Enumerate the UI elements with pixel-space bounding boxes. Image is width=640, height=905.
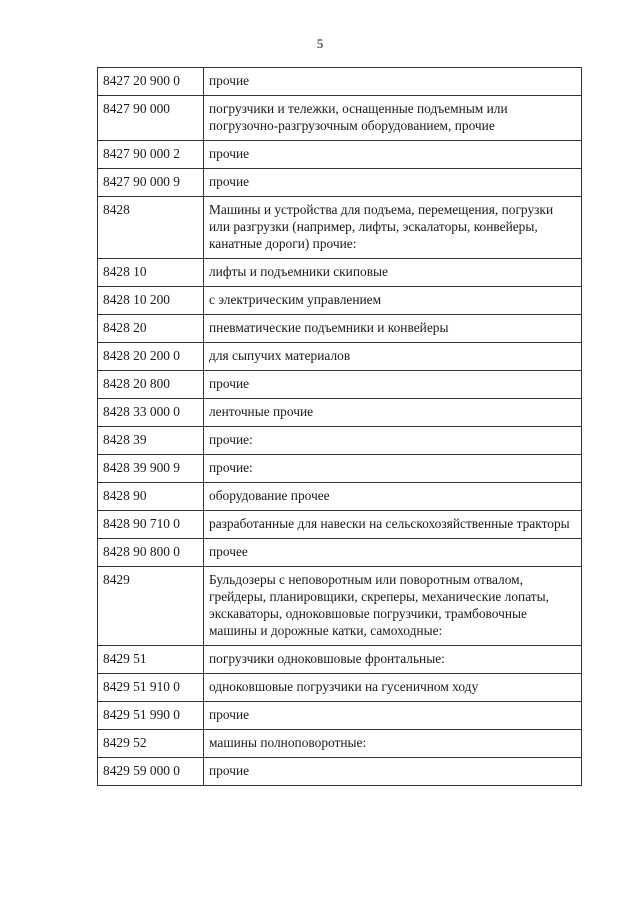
table-row (98, 455, 582, 483)
description-cell: погрузчики и тележки, оснащенные подъемным или погрузочно-разгрузочным оборудованием, прочие (204, 96, 582, 141)
code-cell: 8428 39 (98, 427, 204, 455)
description-cell: разработанные для навески на сельскохозяйственные тракторы (204, 511, 582, 539)
code-cell: 8428 90 710 0 (98, 511, 204, 539)
description-cell: оборудование прочее (204, 483, 582, 511)
table-row (98, 315, 582, 343)
table-row (98, 169, 582, 197)
code-cell: 8428 (98, 197, 204, 259)
table-row (98, 730, 582, 758)
description-cell: Машины и устройства для подъема, перемещения, погрузки или разгрузки (например, лифты, эскалаторы, конвейеры, канатные дороги) прочие: (204, 197, 582, 259)
description-cell: прочие (204, 371, 582, 399)
table-row (98, 259, 582, 287)
code-cell: 8429 52 (98, 730, 204, 758)
table-row (98, 646, 582, 674)
tariff-code-table (97, 67, 582, 786)
code-cell: 8427 20 900 0 (98, 68, 204, 96)
code-cell: 8428 20 (98, 315, 204, 343)
code-cell: 8428 33 000 0 (98, 399, 204, 427)
table-row (98, 343, 582, 371)
description-cell: лифты и подъемники скиповые (204, 259, 582, 287)
code-cell: 8428 90 800 0 (98, 539, 204, 567)
table-body (98, 68, 582, 786)
table-row (98, 511, 582, 539)
table-row (98, 141, 582, 169)
code-cell: 8428 10 200 (98, 287, 204, 315)
table-row (98, 287, 582, 315)
code-cell: 8429 51 (98, 646, 204, 674)
code-cell: 8427 90 000 2 (98, 141, 204, 169)
code-cell: 8427 90 000 (98, 96, 204, 141)
table-row (98, 197, 582, 259)
table-row (98, 674, 582, 702)
description-cell: с электрическим управлением (204, 287, 582, 315)
table-row (98, 702, 582, 730)
code-cell: 8429 59 000 0 (98, 758, 204, 786)
code-cell: 8428 39 900 9 (98, 455, 204, 483)
description-cell: для сыпучих материалов (204, 343, 582, 371)
description-cell: прочие (204, 68, 582, 96)
table-row (98, 96, 582, 141)
table-row (98, 567, 582, 646)
table-row (98, 399, 582, 427)
table-row (98, 427, 582, 455)
description-cell: одноковшовые погрузчики на гусеничном ходу (204, 674, 582, 702)
code-cell: 8428 20 200 0 (98, 343, 204, 371)
description-cell: прочие (204, 702, 582, 730)
code-cell: 8428 10 (98, 259, 204, 287)
code-cell: 8428 20 800 (98, 371, 204, 399)
description-cell: прочие (204, 758, 582, 786)
description-cell: прочее (204, 539, 582, 567)
description-cell: прочие: (204, 455, 582, 483)
code-cell: 8428 90 (98, 483, 204, 511)
table-row (98, 758, 582, 786)
code-cell: 8429 (98, 567, 204, 646)
table-row (98, 539, 582, 567)
table-row (98, 371, 582, 399)
description-cell: прочие: (204, 427, 582, 455)
code-cell: 8427 90 000 9 (98, 169, 204, 197)
code-cell: 8429 51 990 0 (98, 702, 204, 730)
code-cell: 8429 51 910 0 (98, 674, 204, 702)
table-row (98, 483, 582, 511)
description-cell: Бульдозеры с неповоротным или поворотным отвалом, грейдеры, планировщики, скреперы, механические лопаты, экскаваторы, одноковшовые погрузчики, трамбовочные машины и дорожные катки, самоходные: (204, 567, 582, 646)
description-cell: погрузчики одноковшовые фронтальные: (204, 646, 582, 674)
description-cell: пневматические подъемники и конвейеры (204, 315, 582, 343)
description-cell: машины полноповоротные: (204, 730, 582, 758)
description-cell: прочие (204, 169, 582, 197)
description-cell: прочие (204, 141, 582, 169)
table-row (98, 68, 582, 96)
page-number: 5 (316, 36, 324, 51)
description-cell: ленточные прочие (204, 399, 582, 427)
